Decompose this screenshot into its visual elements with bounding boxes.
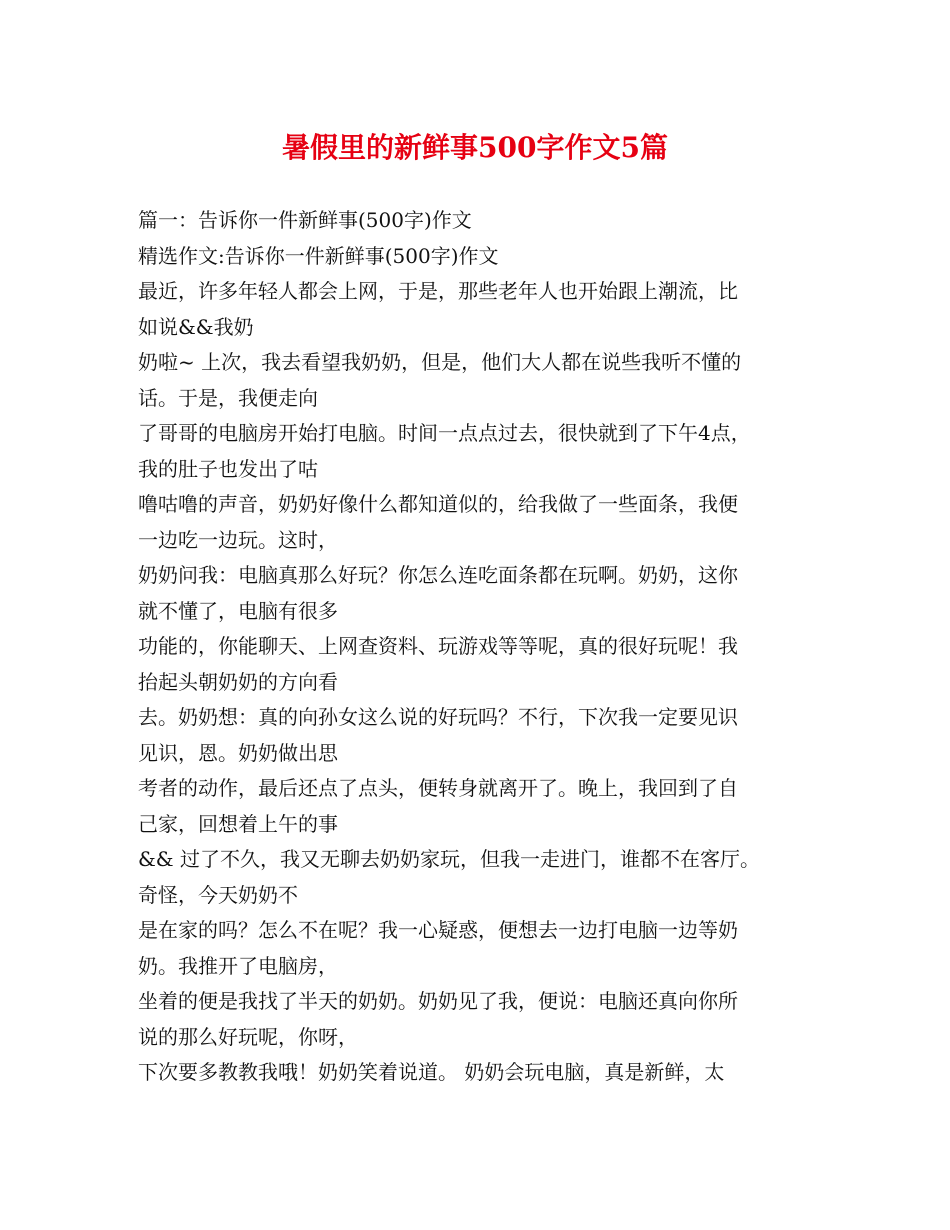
- text-line: 精选作文:告诉你一件新鲜事(500字)作文: [138, 243, 499, 268]
- text-line: 一边吃一边玩。这时，: [138, 527, 338, 552]
- text-line: 说的那么好玩呢，你呀，: [138, 1024, 358, 1049]
- document-title: 暑假里的新鲜事500字作文5篇: [282, 131, 668, 164]
- text-line: 话。于是，我便走向: [138, 385, 318, 410]
- text-line: 奶。我推开了电脑房，: [138, 953, 338, 978]
- text-line: 功能的，你能聊天、上网查资料、玩游戏等等呢，真的很好玩呢！我: [138, 634, 738, 658]
- text-line: 了哥哥的电脑房开始打电脑。时间一点点过去，很快就到了下午4点，: [138, 421, 751, 445]
- text-line: 噜咕噜的声音，奶奶好像什么都知道似的，给我做了一些面条，我便: [138, 492, 738, 516]
- text-line: 最近，许多年轻人都会上网，于是，那些老年人也开始跟上潮流，比: [138, 279, 738, 303]
- text-line: 抬起头朝奶奶的方向看: [138, 669, 338, 694]
- text-line: 我的肚子也发出了咕: [138, 456, 318, 481]
- text-line: 去。奶奶想：真的向孙女这么说的好玩吗？不行，下次我一定要见识: [138, 705, 738, 729]
- text-line: 奶啦~ 上次，我去看望我奶奶，但是，他们大人都在说些我听不懂的: [138, 350, 742, 374]
- text-line: && 过了不久，我又无聊去奶奶家玩，但我一走进门，谁都不在客厅。: [138, 847, 760, 871]
- text-line: 见识，恩。奶奶做出思: [138, 740, 338, 765]
- text-line: 奇怪，今天奶奶不: [138, 882, 298, 907]
- text-line: 就不懂了，电脑有很多: [138, 598, 338, 623]
- text-line: 下次要多教教我哦！奶奶笑着说道。 奶奶会玩电脑，真是新鲜，太: [138, 1060, 725, 1084]
- text-line: 坐着的便是我找了半天的奶奶。奶奶见了我，便说：电脑还真向你所: [138, 989, 738, 1013]
- text-line: 己家，回想着上午的事: [138, 811, 338, 836]
- text-line: 篇一：告诉你一件新鲜事(500字)作文: [138, 208, 472, 232]
- text-line: 是在家的吗？怎么不在呢？我一心疑惑，便想去一边打电脑一边等奶: [138, 918, 738, 942]
- text-line: 如说&&我奶: [138, 314, 254, 339]
- text-line: 奶奶问我：电脑真那么好玩？你怎么连吃面条都在玩啊。奶奶，这你: [138, 563, 738, 587]
- text-line: 考者的动作，最后还点了点头，便转身就离开了。晚上，我回到了自: [138, 776, 738, 800]
- essay-body: [138, 203, 818, 1091]
